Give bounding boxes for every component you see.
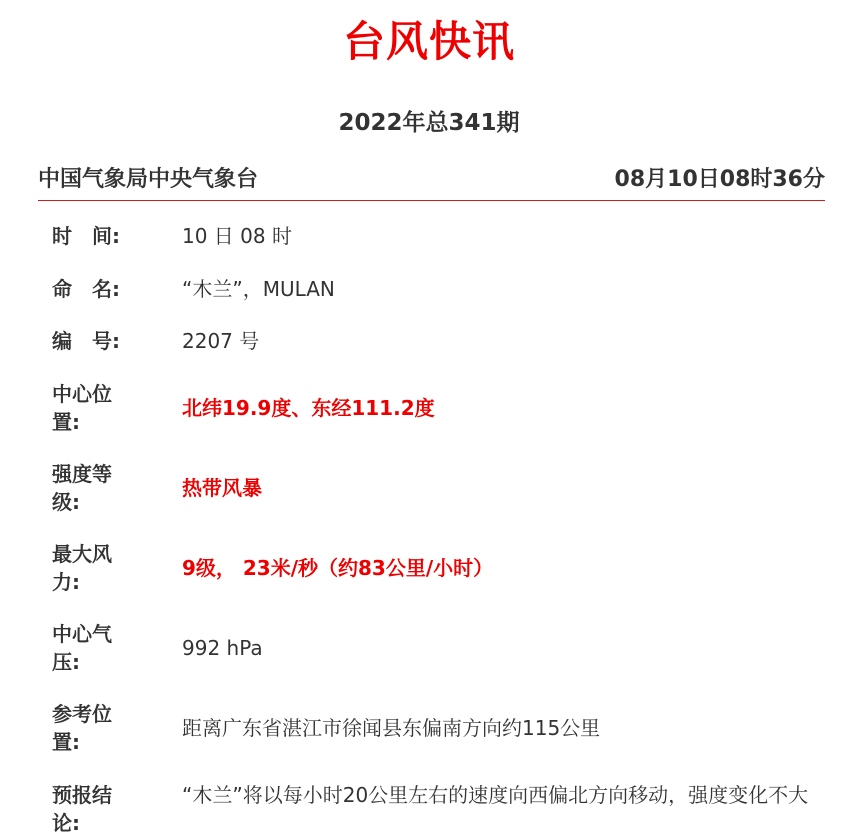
agency-name: 中国气象局中央气象台 bbox=[38, 167, 259, 192]
field-value: 距离广东省湛江市徐闻县东偏南方向约115公里 bbox=[182, 716, 601, 740]
bulletin-header bbox=[38, 164, 825, 196]
header-divider bbox=[38, 200, 825, 201]
field-label: 中心位置: bbox=[52, 382, 112, 434]
field-label: 预报结论: bbox=[52, 783, 112, 835]
field-value: 热带风暴 bbox=[182, 476, 262, 500]
field-label: 时 间: bbox=[52, 224, 120, 248]
field-value: 2207 号 bbox=[182, 329, 260, 353]
field-label: 强度等级: bbox=[52, 462, 112, 514]
field-value: 992 hPa bbox=[182, 636, 263, 660]
field-value: 北纬19.9度、东经111.2度 bbox=[182, 396, 435, 420]
field-label: 中心气压: bbox=[52, 622, 112, 674]
field-value: 9级， 23米/秒（约83公里/小时） bbox=[182, 556, 494, 580]
release-time: 08月10日08时36分 bbox=[614, 167, 825, 192]
issue-number: 2022年总341期 bbox=[338, 110, 520, 136]
bulletin-title: 台风快讯 bbox=[342, 17, 515, 66]
field-value: “木兰”将以每小时20公里左右的速度向西偏北方向移动，强度变化不大 bbox=[182, 783, 809, 807]
field-label: 命 名: bbox=[52, 277, 120, 301]
field-label: 最大风力: bbox=[52, 542, 112, 594]
field-value: “木兰”，MULAN bbox=[182, 277, 335, 301]
field-value: 10 日 08 时 bbox=[182, 224, 292, 248]
field-label: 编 号: bbox=[52, 329, 120, 353]
field-label: 参考位置: bbox=[52, 702, 112, 754]
